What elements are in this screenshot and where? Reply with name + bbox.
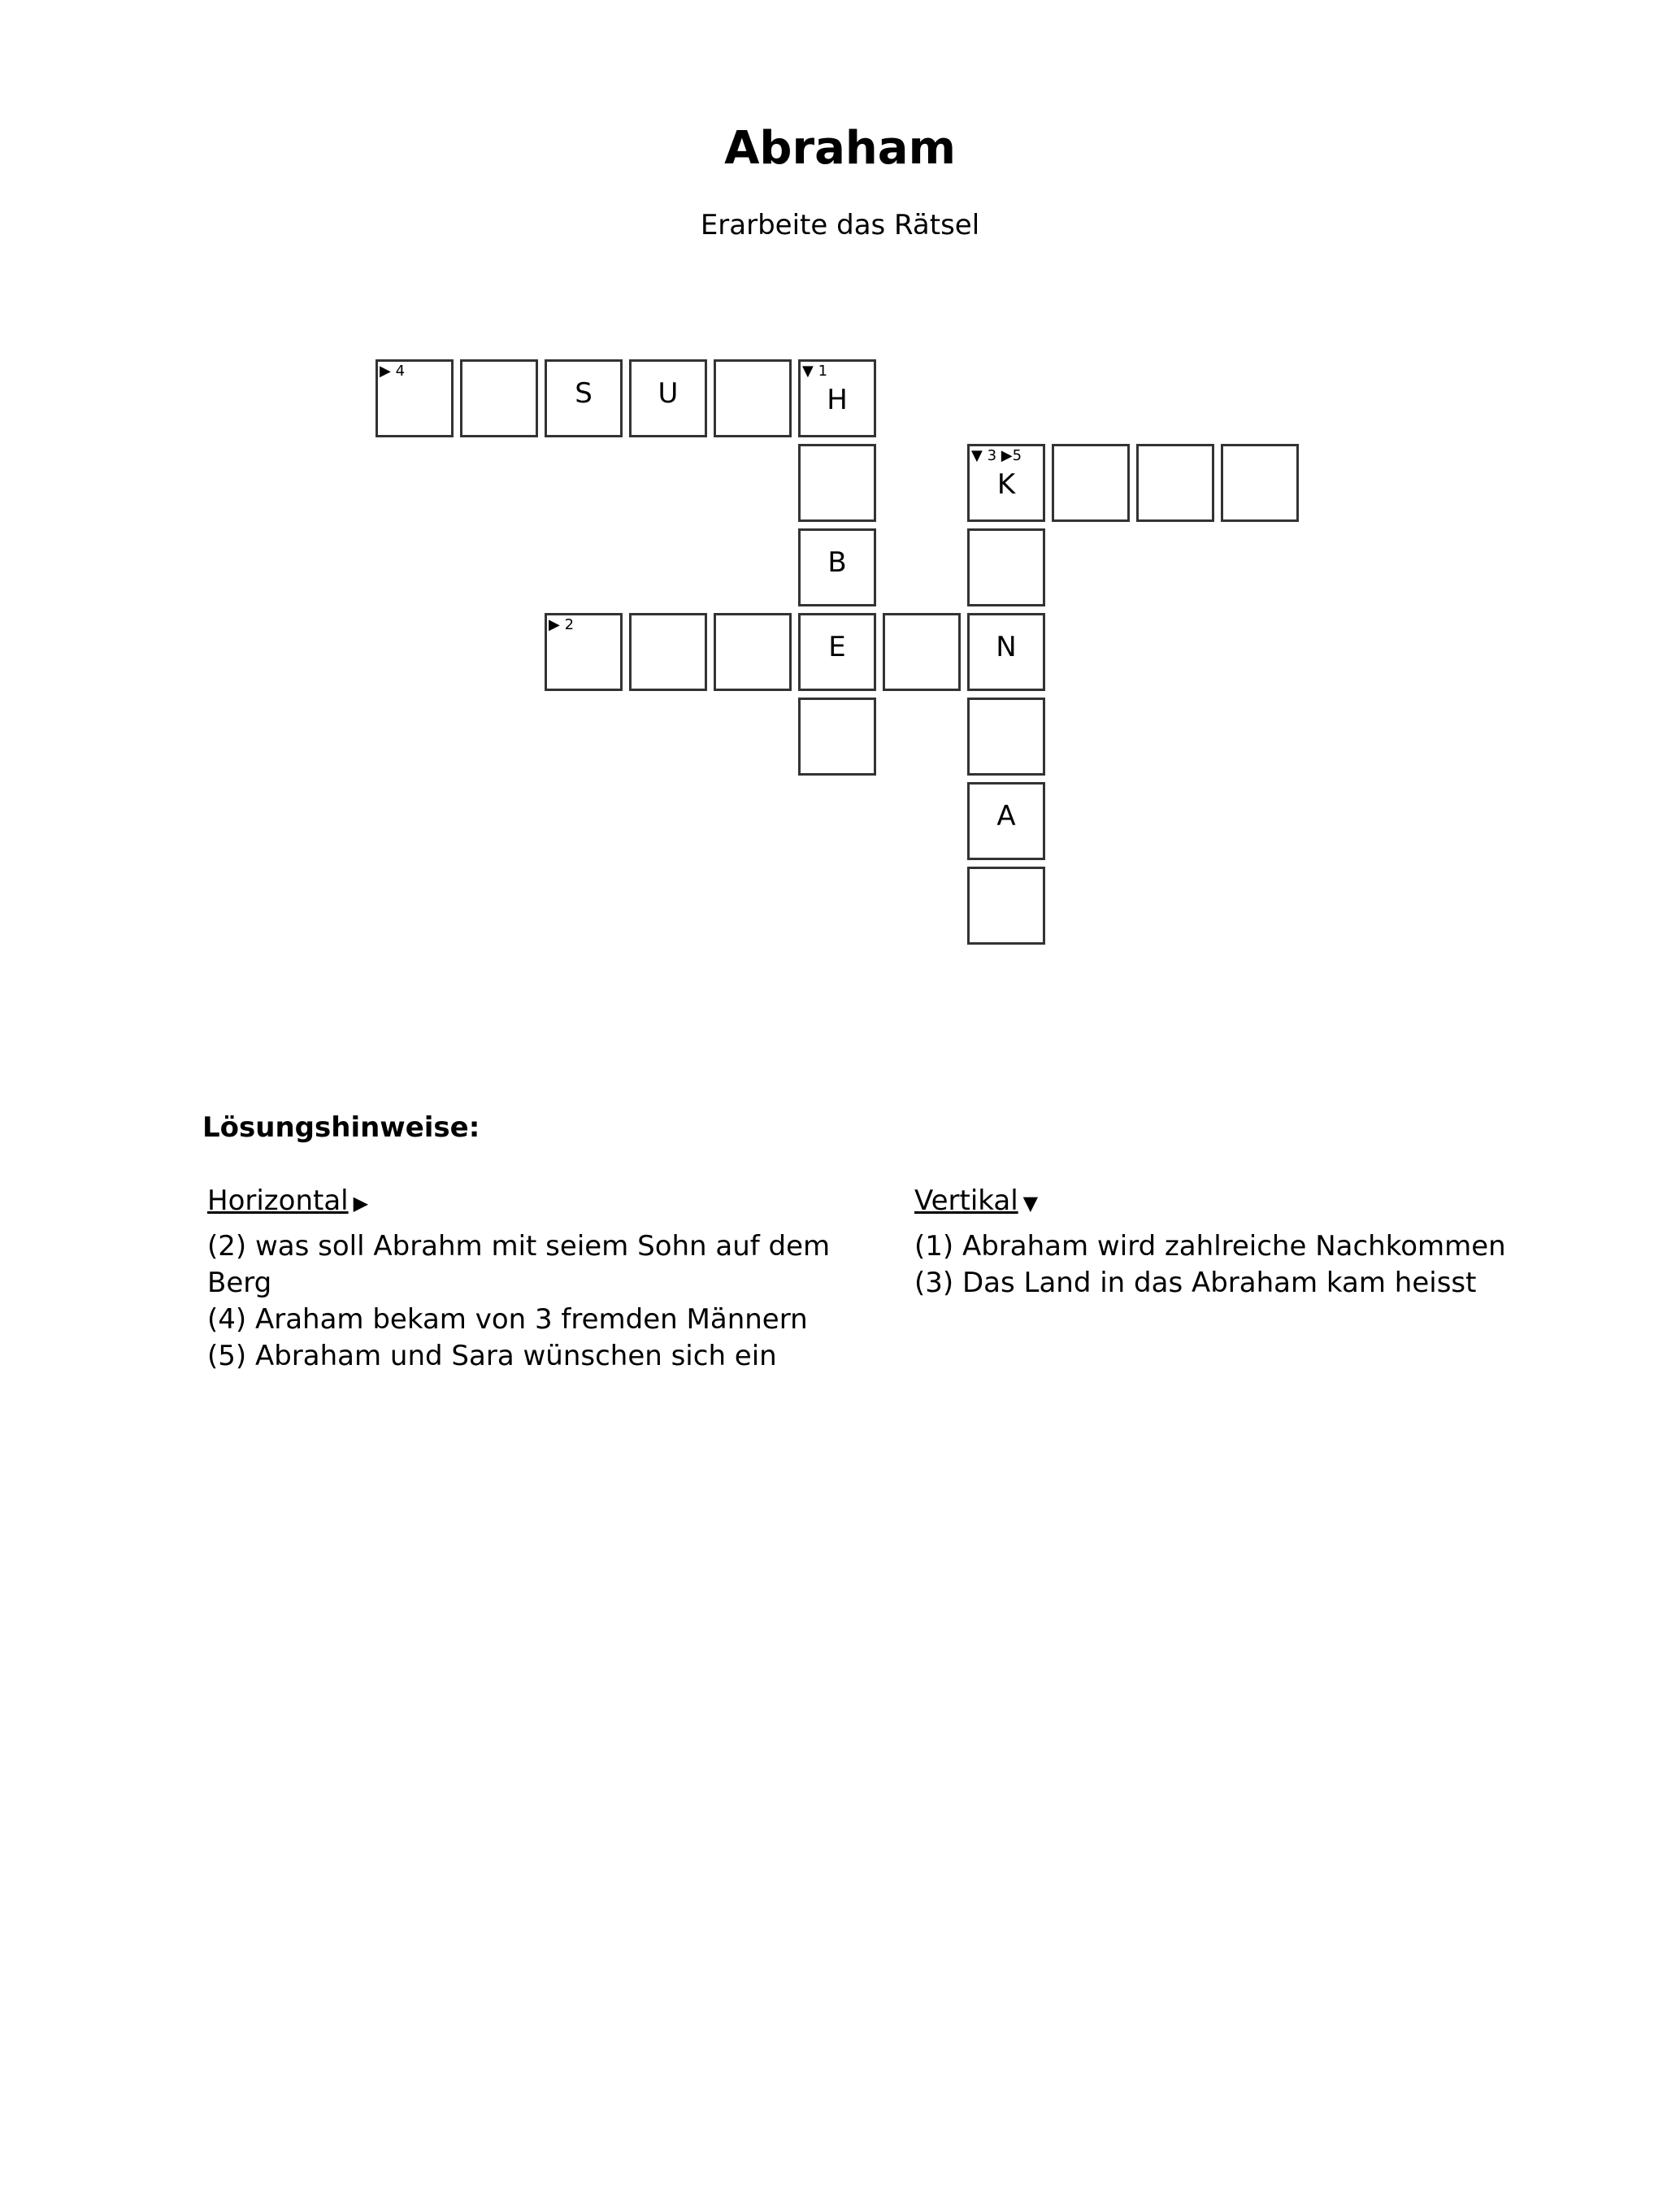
crossword-cell[interactable] [798,698,876,776]
cell-letter: H [827,384,848,416]
crossword-cell[interactable] [629,613,707,691]
crossword-grid [0,0,1680,976]
clue-number: ▼ 3 ▶5 [971,447,1022,464]
clue-vertical-3: (3) Das Land in das Abraham kam heisst [914,1267,1477,1299]
crossword-cell[interactable] [967,867,1045,945]
hints-heading: Lösungshinweise: [202,1111,480,1144]
cell-letter: S [575,377,593,410]
cell-letter: K [996,468,1016,501]
crossword-cell[interactable] [376,359,454,437]
down-arrow-icon: ▼ [1022,1192,1039,1215]
page-subtitle: Erarbeite das Rätsel [700,209,980,241]
crossword-cell[interactable] [1221,444,1299,522]
crossword-cell[interactable] [798,359,876,437]
crossword-cell[interactable] [460,359,538,437]
horizontal-label: Horizontal [207,1184,349,1217]
horizontal-heading [207,1183,874,1222]
right-arrow-icon: ▶ [353,1192,369,1215]
crossword-cell[interactable] [1136,444,1214,522]
crossword-cell[interactable] [798,528,876,606]
clue-number: ▼ 1 [802,363,828,380]
horizontal-clues [207,1183,874,1375]
crossword-cell[interactable] [798,613,876,691]
cell-letter: N [996,631,1017,663]
clue-horizontal-5: (5) Abraham und Sara wünschen sich ein [207,1340,777,1372]
crossword-cell[interactable] [714,359,792,437]
crossword-cell[interactable] [967,782,1045,860]
vertical-clues [914,1183,1646,1302]
cell-letter: U [658,377,679,410]
crossword-cell[interactable] [545,613,623,691]
crossword-cell[interactable] [967,613,1045,691]
clue-horizontal-2: (2) was soll Abrahm mit seiem Sohn auf dem Berg [207,1230,831,1299]
crossword-cell[interactable] [629,359,707,437]
crossword-cell[interactable] [883,613,961,691]
crossword-cell[interactable] [967,698,1045,776]
crossword-cell[interactable] [798,444,876,522]
crossword-cell[interactable] [967,444,1045,522]
vertical-heading [914,1183,1646,1222]
crossword-cell[interactable] [1052,444,1130,522]
page-title: Abraham [724,122,956,175]
clue-horizontal-4: (4) Araham bekam von 3 fremden Männern [207,1303,808,1336]
cell-letter: B [827,546,847,579]
vertical-label: Vertikal [914,1184,1018,1217]
crossword-cell[interactable] [714,613,792,691]
cell-letter: E [828,631,846,663]
clue-number: ▶ 2 [549,616,575,633]
crossword-cell[interactable] [545,359,623,437]
clue-number: ▶ 4 [380,363,406,380]
clue-vertical-1: (1) Abraham wird zahlreiche Nachkommen [914,1230,1506,1263]
cell-letter: A [996,800,1016,832]
crossword-cell[interactable] [967,528,1045,606]
